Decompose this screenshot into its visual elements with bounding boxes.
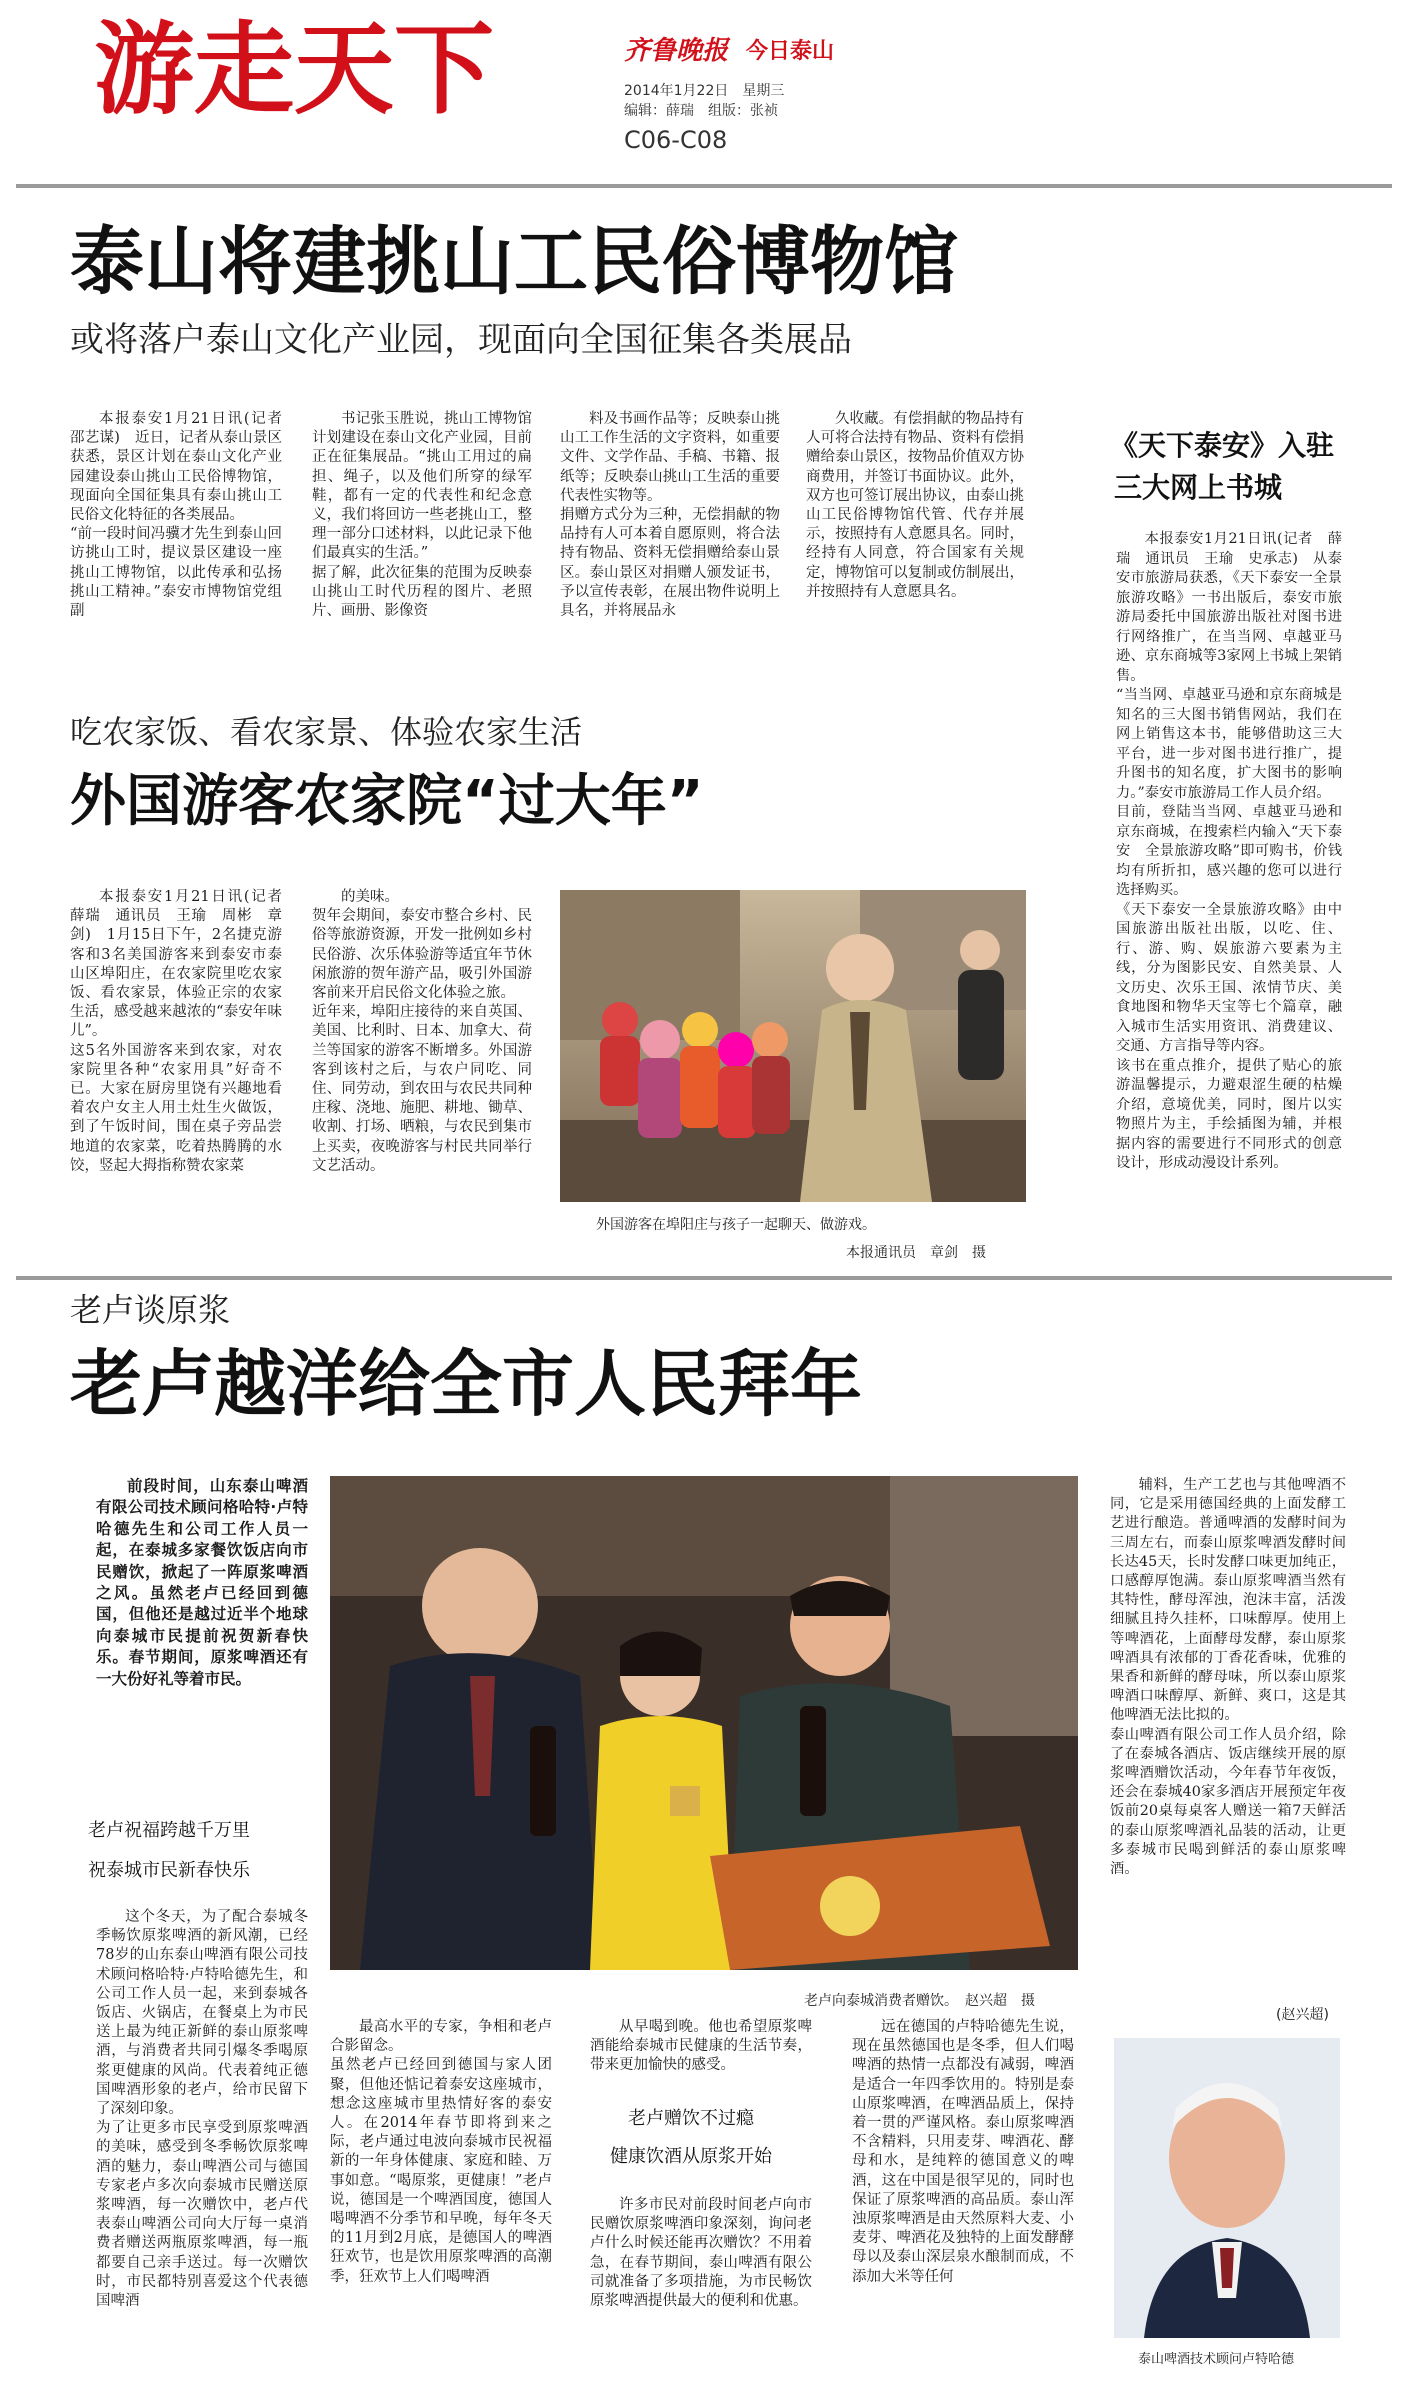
- article3-lead: 前段时间，山东泰山啤酒有限公司技术顾问格哈特·卢特哈德先生和公司工作人员一起，在泰城多家餐饮饭店向市民赠饮，掀起了一阵原浆啤酒之风。虽然老卢已经回到德国，但他还是越过近半个地球向泰城市民提前祝贺新春快乐。春节期间，原浆啤酒还有一大份好礼等着市民。: [96, 1477, 308, 1688]
- masthead-editors: 编辑：薛瑞 组版：张祯: [624, 103, 778, 119]
- article1-column-1: 本报泰安1月21日讯(记者 邵艺谋) 近日，记者从泰山景区获悉，景区计划在泰山文化产业园建设泰山挑山工民俗博物馆，现面向全国征集具有泰山挑山工民俗文化特征的各类展品。 “前一段时间冯骥才先生到泰山回访挑山工时，提议景区建设一座挑山工博物馆，以此传承和弘扬挑山工精神。”泰安市博物馆党组副: [70, 411, 282, 620]
- article2-photo-caption: 外国游客在埠阳庄与孩子一起聊天、做游戏。: [596, 1217, 876, 1233]
- article2-headline: 外国游客农家院“过大年”: [70, 769, 704, 834]
- masthead-edition: 今日泰山: [746, 39, 835, 64]
- masthead-pages: C06-C08: [624, 126, 728, 154]
- article3-kicker: 老卢谈原浆: [70, 1291, 231, 1329]
- masthead-date: 2014年1月22日 星期三: [624, 83, 785, 99]
- sidebar-headline-2: 三大网上书城: [1114, 471, 1283, 504]
- portrait-photo: [1114, 2038, 1340, 2338]
- tourists-children-photo: [560, 890, 1026, 1202]
- article3-headline: 老卢越洋给全市人民拜年: [70, 1342, 863, 1426]
- article3-sub1-line1: 老卢祝福跨越千万里: [88, 1820, 250, 1841]
- article3-column-3b: 许多市民对前段时间老卢向市民赠饮原浆啤酒印象深刻，询问老卢什么时候还能再次赠饮？不用着急，在春节期间，泰山啤酒有限公司就准备了多项措施，为市民畅饮原浆啤酒提供最大的便利和优惠。: [590, 2197, 812, 2310]
- article2-column-1: 本报泰安1月21日讯(记者 薛瑞 通讯员 王瑜 周彬 章剑) 1月15日下午，2名捷克游客和3名美国游客来到泰安市泰山区埠阳庄，在农家院里吃农家饭、看农家景，体验正宗的农家生活，感受越来越浓的“泰安年味儿”。 这5名外国游客来到农家，对农家院里各种“农家用具”好奇不已。大家在厨房里饶有兴趣地看着农户女主人用土灶生火做饭，到了午饭时间，围在桌子旁品尝地道的农家菜，吃着热腾腾的水饺，竖起大拇指称赞农家菜: [70, 889, 282, 1174]
- article2-photo: [560, 890, 1026, 1202]
- article1-column-4: 久收藏。有偿捐献的物品持有人可将合法持有物品、资料有偿捐赠给泰山景区，按物品价值双方协商费用，并签订书面协议。此外，双方也可签订展出协议，由泰山挑山工民俗博物馆代管、代存并展示，按照持有人意愿具名。同时，经持有人同意，符合国家有关规定，博物馆可以复制或仿制展出，并按照持有人意愿具名。: [806, 411, 1024, 600]
- masthead-brand-logo: 齐鲁晚报: [624, 36, 729, 66]
- article3-byline: (赵兴超): [1276, 2007, 1329, 2023]
- portrait-luthard-photo: [1114, 2038, 1340, 2338]
- article3-column-4: 远在德国的卢特哈德先生说，现在虽然德国也是冬季，但人们喝啤酒的热情一点都没有减弱，啤酒是适合一年四季饮用的。特别是泰山原浆啤酒，在啤酒品质上，保持着一贯的严谨风格。泰山原浆啤酒不含精料，只用麦芽、啤酒花、酵母和水，是纯粹的德国意义的啤酒，这在中国是很罕见的，同时也保证了原浆啤酒的高品质。泰山浑浊原浆啤酒是由天然原料大麦、小麦芽、啤酒花及独特的上面发酵酵母以及泰山深层泉水酿制而成，不添加大米等任何: [852, 2019, 1074, 2285]
- masthead-divider: [16, 184, 1392, 188]
- article3-column-3a: 从早喝到晚。他也希望原浆啤酒能给泰城市民健康的生活节奏，带来更加愉快的感受。: [590, 2019, 812, 2074]
- beer-tasting-photo: [330, 1476, 1078, 1970]
- article1-column-3: 料及书画作品等；反映泰山挑山工工作生活的文字资料，如重要文件、文学作品、手稿、书籍、报纸等；反映泰山挑山工生活的重要代表性实物等。 捐赠方式分为三种，无偿捐献的物品持有人可本着自愿原则，将合法持有物品、资料无偿捐赠给泰山景区。泰山景区对捐赠人颁发证书，予以宣传表彰，在展出物件说明上具名，并将展品永: [560, 411, 780, 620]
- article2-photo-credit: 本报通讯员 章剑 摄: [846, 1245, 986, 1261]
- portrait-caption: 泰山啤酒技术顾问卢特哈德: [1138, 2352, 1295, 2367]
- article2-kicker: 吃农家饭、看农家景、体验农家生活: [70, 713, 583, 751]
- article3-column-1: 这个冬天，为了配合泰城冬季畅饮原浆啤酒的新风潮，已经78岁的山东泰山啤酒有限公司技术顾问格哈特·卢特哈德先生，和公司工作人员一起，来到泰城各饭店、火锅店，在餐桌上为市民送上最为纯正新鲜的泰山原浆啤酒，与消费者共同引爆冬季喝原浆更健康的风尚。代表着纯正德国啤酒形象的老卢，给市民留下了深刻印象。 为了让更多市民享受到原浆啤酒的美味，感受到冬季畅饮原浆啤酒的魅力，泰山啤酒公司与德国专家老卢多次向泰城市民赠送原浆啤酒，每一次赠饮中，老卢代表泰山啤酒公司向大厅每一桌消费者赠送两瓶原浆啤酒，每一瓶都要自己亲手送过。每一次赠饮时，市民都特别喜爱这个代表德国啤酒: [96, 1909, 308, 2310]
- article1-subhead: 或将落户泰山文化产业园，现面向全国征集各类展品: [70, 320, 852, 360]
- article2-column-2: 的美味。 贺年会期间，泰安市整合乡村、民俗等旅游资源，开发一批例如乡村民俗游、次乐体验游等适宜年节休闲旅游的贺年游产品，吸引外国游客前来开启民俗文化体验之旅。 近年来，埠阳庄接待的来自英国、美国、比利时、日本、加拿大、荷兰等国家的游客不断增多。外国游客到该村之后，与农户同吃、同住、同劳动，到农田与农民共同种庄稼、浇地、施肥、耕地、锄草、收割、打场、晒粮，与农民到集市上买卖，夜晚游客与村民共同举行文艺活动。: [312, 889, 532, 1174]
- article1-headline: 泰山将建挑山工民俗博物馆: [70, 219, 958, 305]
- article1-column-2: 书记张玉胜说，挑山工博物馆计划建设在泰山文化产业园，目前正在征集展品。“挑山工用过的扁担、绳子，以及他们所穿的绿军鞋，都有一定的代表性和纪念意义，我们将回访一些老挑山工，整理一部分口述材料，以此记录下他们最真实的生活。” 据了解，此次征集的范围为反映泰山挑山工时代历程的图片、老照片、画册、影像资: [312, 411, 532, 620]
- article3-sub2-line2: 健康饮酒从原浆开始: [610, 2146, 772, 2167]
- article3-sub2-line1: 老卢赠饮不过瘾: [628, 2108, 754, 2129]
- sidebar-body: 本报泰安1月21日讯(记者 薛瑞 通讯员 王瑜 史承志) 从泰安市旅游局获悉，《天下泰安一全景旅游攻略》一书出版后，泰安市旅游局委托中国旅游出版社对图书进行网络推广，在当当网、卓越亚马逊、京东商城等3家网上书城上架销售。 “当当网、卓越亚马逊和京东商城是知名的三大图书销售网站，我们在网上销售这本书，能够借助这三大平台，进一步对图书进行推广，提升图书的知名度，扩大图书的影响力。”泰安市旅游局工作人员介绍。 目前，登陆当当网、卓越亚马逊和京东商城，在搜索栏内输入“天下泰安 全景旅游攻略”即可购书，价钱均有所折扣，感兴趣的您可以进行选择购买。 《天下泰安一全景旅游攻略》由中国旅游出版社出版，以吃、住、行、游、购、娱旅游六要素为主线，分为图影民安、自然美景、人文历史、次乐王国、浓情节庆、美食地图和物华天宝等七个篇章，融入城市生活实用资讯、消费建议、交通、方言指导等内容。 该书在重点推介，提供了贴心的旅游温馨提示，力避艰涩生硬的枯燥介绍，意境优美，同时，图片以实物照片为主，手绘插图为辅，并根据内容的需要进行不同形式的创意设计，形成动漫设计系列。: [1116, 531, 1342, 1171]
- masthead-title: 游走天下: [94, 11, 494, 128]
- article3-sub1-line2: 祝泰城市民新春快乐: [88, 1860, 250, 1881]
- article3-photo: [330, 1476, 1078, 1970]
- section-divider: [16, 1276, 1392, 1280]
- article3-column-2: 最高水平的专家，争相和老卢合影留念。 虽然老卢已经回到德国与家人团聚，但他还惦记着泰安这座城市，想念这座城市里热情好客的泰安人。在2014年春节即将到来之际，老卢通过电波向泰城市民祝福新的一年身体健康、家庭和睦、万事如意。“喝原浆，更健康！”老卢说，德国是一个啤酒国度，德国人喝啤酒不分季节和早晚，每年冬天的11月到2月底，是德国人的啤酒狂欢节，也是饮用原浆啤酒的高潮季，狂欢节上人们喝啤酒: [330, 2019, 552, 2285]
- article3-photo-caption: 老卢向泰城消费者赠饮。 赵兴超 摄: [804, 1993, 1035, 2009]
- article3-right-column: 辅料，生产工艺也与其他啤酒不同，它是采用德国经典的上面发酵工艺进行酿造。普通啤酒的发酵时间为三周左右，而泰山原浆啤酒发酵时间长达45天，长时发酵口味更加纯正，口感醇厚饱满。泰山原浆啤酒当然有其特性，酵母浑浊，泡沫丰富，活泼细腻且持久挂杯，口味醇厚。使用上等啤酒花，上面酵母发酵，泰山原浆啤酒具有浓郁的丁香花香味，优雅的果香和新鲜的酵母味，所以泰山原浆啤酒口味醇厚、新鲜、爽口，这是其他啤酒无法比拟的。 泰山啤酒有限公司工作人员介绍，除了在泰城各酒店、饭店继续开展的原浆啤酒赠饮活动，今年春节年夜饭，还会在泰城40家多酒店开展预定年夜饭前20桌每桌客人赠送一箱7天鲜活的泰山原浆啤酒礼品装的活动，让更多泰城市民喝到鲜活的泰山原浆啤酒。: [1110, 1477, 1346, 1878]
- sidebar-headline-1: 《天下泰安》入驻: [1110, 429, 1335, 462]
